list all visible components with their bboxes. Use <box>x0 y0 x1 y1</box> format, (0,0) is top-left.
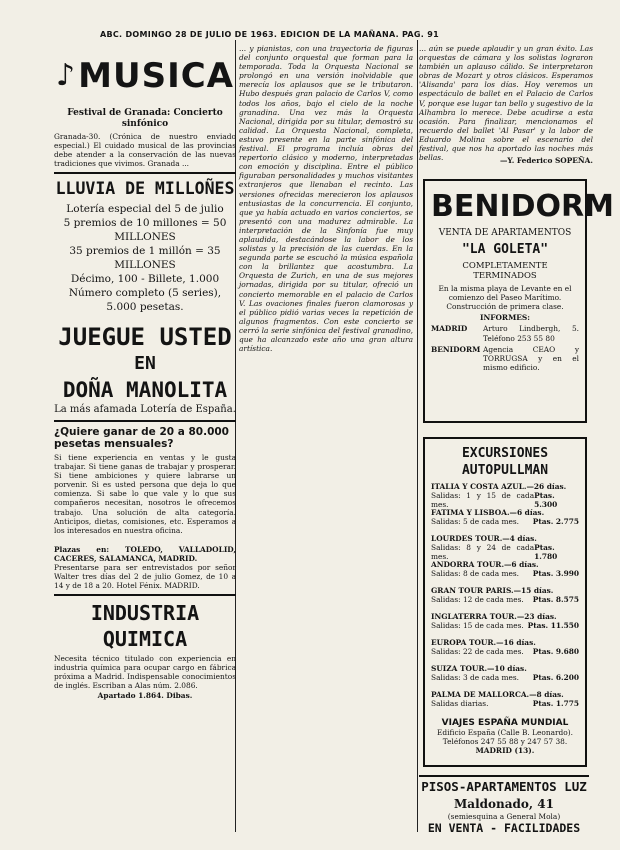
lottery-line: 5 premios de 10 millones = 50 MILLONES <box>63 217 227 243</box>
article-continuation: ... aún se puede aplaudir y un gran éxito. Las orquestas de cámara y los solistas lograron también un aplauso cálido. Se interpretaron obras de Mozart y otros clásicos. Esperamos 'Alisanda' para los días. Hoy veremos un espectáculo de ballet en el Palacio de Carlos V, porque ese lugar tan bello y sugestivo de la Alhambra lo merece. Debe acudirse a esta ocasión. Para finalizar, mencionamos el recuerdo del ballet 'Al Pasar' y la labor de Eduardo Molina sobre el escenario del festival, que nos ha aportado las noches más bellas. <box>419 44 593 163</box>
divider <box>54 594 236 596</box>
job-footer: Presentarse para ser entrevistados por señor Walter tres días del 2 de julio Gomez, de 10 a 14 y de 18 a 20. Hotel Fénix. MADRID. <box>54 563 236 591</box>
trip-price: Ptas. 2.775 <box>532 517 579 527</box>
pisos-title: PISOS-APARTAMENTOS LUZ <box>421 779 587 795</box>
list-item <box>431 534 579 560</box>
excursiones-title: EXCURSIONES AUTOPULLMAN <box>461 446 549 479</box>
pisos-offer: EN VENTA - FACILIDADES <box>427 821 581 836</box>
lottery-tagline: La más afamada Lotería de España. <box>54 404 236 415</box>
list-item <box>431 560 579 586</box>
divider <box>54 420 236 422</box>
trip-name: FATIMA Y LISBOA.—6 días. <box>431 508 545 518</box>
benidorm-sub: VENTA DE APARTAMENTOS <box>438 228 572 239</box>
benidorm-name: "LA GOLETA" <box>461 242 549 258</box>
benidorm-title: BENIDORM <box>431 189 614 225</box>
trip-price: Ptas. 3.990 <box>532 569 579 579</box>
benidorm-madrid-addr: Arturo Lindbergh, 5. Teléfono 253 55 80 <box>483 324 579 343</box>
trip-price: Ptas. 1.780 <box>534 543 558 562</box>
job-cities: Plazas en: TOLEDO, VALLADOLID, CACERES, SALAMANCA, MADRID. <box>54 545 236 564</box>
lottery-ad <box>54 178 236 416</box>
industria-title: INDUSTRIA QUIMICA <box>90 601 200 652</box>
musica-title: MUSICA <box>78 56 234 96</box>
benidorm-status: COMPLETAMENTE TERMINADOS <box>462 261 548 282</box>
trip-detail: Salidas: 8 y 24 de cada mes. <box>431 543 535 562</box>
trip-price: Ptas. 1.775 <box>532 699 579 709</box>
pisos-note: (semiesquina a General Mola) <box>447 812 561 822</box>
trip-name: LOURDES TOUR.—4 días. <box>431 534 537 544</box>
trip-name: GRAN TOUR PARIS.—15 días. <box>431 586 554 596</box>
column-rule <box>417 40 418 832</box>
divider <box>54 172 236 174</box>
pisos-address: Maldonado, 41 <box>454 797 554 812</box>
benidorm-info: INFORMES: <box>480 313 530 323</box>
trip-price: Ptas. 11.550 <box>527 621 579 631</box>
benidorm-madrid-label: MADRID <box>431 324 468 334</box>
benidorm-label: BENIDORM <box>431 344 481 354</box>
lottery-line: Lotería especial del 5 de julio <box>66 203 224 215</box>
lottery-slogan: EN <box>134 353 156 374</box>
trip-name: SUIZA TOUR.—10 días. <box>431 664 527 674</box>
benidorm-ad <box>423 179 614 423</box>
trip-detail: Salidas: 5 de cada mes. <box>431 517 520 527</box>
trip-detail: Salidas: 1 y 15 de cada mes. <box>431 491 535 510</box>
list-item <box>431 638 579 664</box>
lottery-line: Décimo, 100 - Billete, 1.000 <box>70 273 220 285</box>
right-column <box>419 44 614 836</box>
list-item <box>431 586 579 612</box>
trip-name: INGLATERRA TOUR.—23 días. <box>431 612 557 622</box>
excursiones-list <box>431 482 579 716</box>
benidorm-addr: Agencia CEAO y TORRUGSA y en el mismo edificio. <box>483 344 579 372</box>
trip-name: ITALIA Y COSTA AZUL.—26 días. <box>431 482 567 492</box>
lottery-line: Número completo (5 series), 5.000 pesetas. <box>68 287 222 313</box>
job-body: Si tiene experiencia en ventas y le gusta trabajar. Si tiene ganas de trabajar y prosperar. Si tiene ambiciones y quiere labrarse un porvenir. Si es usted persona que deja lo que comienza. Si sabe lo que vale y lo que sus compañeros necesitan, nosotros le ofrecemos trabajo. Una solución de alta categoría. Anticipos, dietas, comisiones, etc. Esperamos a los interesados en nuestra oficina. <box>54 453 236 535</box>
music-note-icon: ♪ <box>55 58 76 93</box>
trip-name: ANDORRA TOUR.—6 días. <box>431 560 539 570</box>
article-text: ... y pianistas, con una trayectoria de figuras del conjunto orquestal que forman para la temporada. Toda la Orquesta Nacional se prolongó en una versión inolvidable que merecía los aplausos que se le tributaron. Hubo después gran palacio de Carlos V, como todos los años, bajo el cielo de la noche granadina. Una vez más la Orquesta Nacional, dirigida por su titular, demostró su calidad. La Orquesta Nacional, completa, estuvo presente en la parte sinfónica del festival. El programa incluía obras del repertorio clásico y moderno, interpretadas con emoción y disciplina. Entre el público figuraban personalidades y muchos visitantes extranjeros que llenaban el recinto. Las versiones ofrecidas merecieron los aplausos entusiastas de la concurrencia. El conjunto, que ya había actuado en varios conciertos, se presentó con una madurez admirable. La interpretación de la Sinfonía fue muy aplaudida, destacándose la labor de los solistas y la precisión de las cuerdas. En la segunda parte se escuchó la música española con la brillantez que acostumbra. La Orquesta de Zurich, en una de sus mejores jornadas, dirigida por su titular, ofreció un concierto memorable en el palacio de Carlos V. Las ovaciones finales fueron clamorosas y el público pidió varias veces la repetición de algunos fragmentos. Con este concierto se cerró la serie sinfónica del festival granadino, que ha alcanzado este año una gran altura artística. <box>239 44 413 354</box>
musica-lead: Granada-30. (Crónica de nuestro enviado especial.) El cuidado musical de las provincias debe atender a la conservación de las nuevas tradiciones que vivimos. Granada ... <box>54 132 236 169</box>
trip-detail: Salidas: 15 de cada mes. <box>431 621 524 631</box>
list-item <box>431 482 579 508</box>
industria-ad <box>54 600 236 699</box>
industria-footer: Apartado 1.864. Dibas. <box>97 690 193 700</box>
pisos-ad <box>419 775 589 836</box>
trip-detail: Salidas: 22 de cada mes. <box>431 647 524 657</box>
job-ad <box>54 426 236 590</box>
agency-city: MADRID (13). <box>475 746 535 756</box>
trip-price: Ptas. 9.680 <box>532 647 579 657</box>
article-signature: —Y. Federico SOPEÑA. <box>499 156 593 165</box>
industria-body: Necesita técnico titulado con experiencia en industria química para ocupar cargo en fábrica próxima a Madrid. Indispensable conocimientos de inglés. Escriban a Alas núm. 2.086. <box>54 654 236 691</box>
agency-name: VIAJES ESPAÑA MUNDIAL <box>441 718 569 729</box>
trip-name: PALMA DE MALLORCA.—8 días. <box>431 690 564 700</box>
page-header: ABC. DOMINGO 28 DE JULIO DE 1963. EDICION DE LA MAÑANA. PAG. 91 <box>100 30 439 39</box>
trip-detail: Salidas diarias. <box>431 699 489 709</box>
job-title: ¿Quiere ganar de 20 a 80.000 pesetas mensuales? <box>54 426 229 450</box>
lottery-line: 35 premios de 1 millón = 35 MILLONES <box>69 245 221 271</box>
trip-detail: Salidas: 8 de cada mes. <box>431 569 520 579</box>
list-item <box>431 690 579 716</box>
trip-price: Ptas. 8.575 <box>532 595 579 605</box>
trip-name: EUROPA TOUR.—16 días. <box>431 638 536 648</box>
middle-column <box>236 44 416 834</box>
lottery-slogan: DOÑA MANOLITA <box>62 378 228 402</box>
list-item <box>431 664 579 690</box>
excursiones-ad <box>423 437 587 767</box>
trip-price: Ptas. 5.300 <box>534 491 558 510</box>
trip-price: Ptas. 6.200 <box>532 673 579 683</box>
list-item <box>431 508 579 534</box>
list-item <box>431 612 579 638</box>
benidorm-desc: En la misma playa de Levante en el comienzo del Paseo Marítimo. Construcción de primera clase. <box>438 284 572 312</box>
lottery-title: LLUVIA DE MILLOÑES <box>55 179 235 198</box>
trip-detail: Salidas: 12 de cada mes. <box>431 595 524 605</box>
musica-subhead: Festival de Granada: Concierto sinfónico <box>67 108 223 129</box>
left-column <box>54 44 236 700</box>
musica-heading <box>54 48 236 104</box>
lottery-slogan: JUEGUE USTED <box>58 323 232 351</box>
trip-detail: Salidas: 3 de cada mes. <box>431 673 520 683</box>
agency-address: Edificio España (Calle B. Leonardo). Teléfonos 247 55 88 y 247 57 38. <box>437 728 573 747</box>
